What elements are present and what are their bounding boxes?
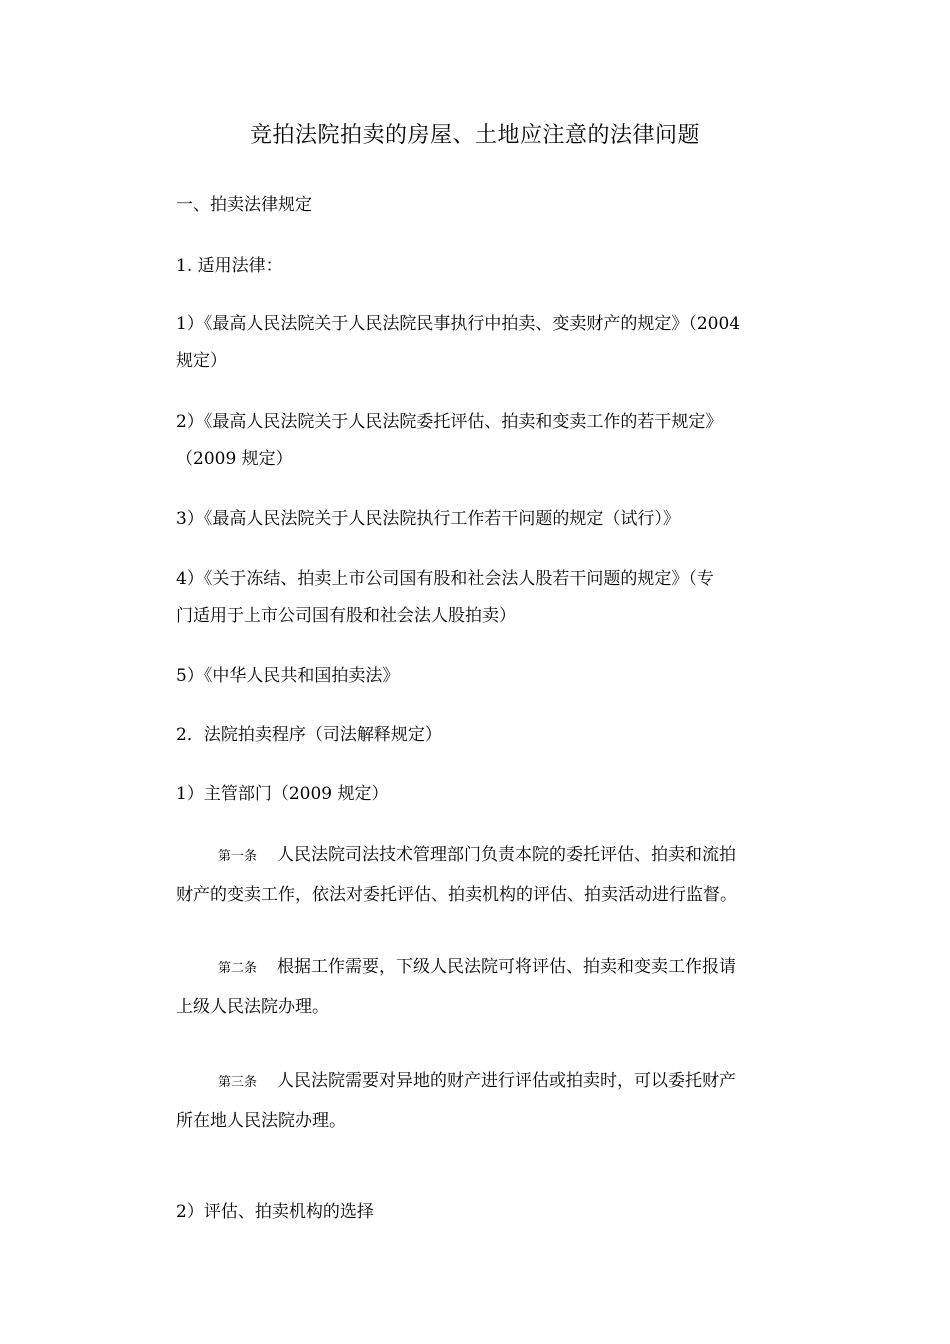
article-text: 人民法院需要对异地的财产进行评估或拍卖时，可以委托财产 [277,1071,737,1091]
sub-heading: 2）评估、拍卖机构的选择 [176,1202,374,1222]
law-item-1-line-1: 1）《最高人民法院关于人民法院民事执行中拍卖、变卖财产的规定》（2004 [176,314,741,334]
law-item-2-line-1: 2）《最高人民法院关于人民法院委托评估、拍卖和变卖工作的若干规定》 [176,412,723,432]
item-heading: 1. 适用法律： [176,256,283,276]
law-item-5: 5）《中华人民共和国拍卖法》 [176,666,400,686]
article-3 [176,1062,812,1140]
article-label: 第一条 [218,849,258,864]
item-heading: 2．法院拍卖程序（司法解释规定） [176,725,442,745]
law-item-1-line-2: 规定） [176,351,227,371]
section-heading: 一、拍卖法律规定 [176,195,312,215]
article-label: 第二条 [218,961,258,976]
document-title: 竞拍法院拍卖的房屋、土地应注意的法律问题 [249,123,700,148]
article-label: 第三条 [218,1075,258,1090]
law-item-3: 3）《最高人民法院关于人民法院执行工作若干问题的规定（试行）》 [176,509,680,529]
article-text: 根据工作需要，下级人民法院可将评估、拍卖和变卖工作报请 [277,957,737,977]
article-text: 上级人民法院办理。 [176,997,329,1017]
sub-heading: 1）主管部门（2009 规定） [176,784,389,804]
article-text: 人民法院司法技术管理部门负责本院的委托评估、拍卖和流拍 [277,845,737,865]
article-text: 所在地人民法院办理。 [176,1111,346,1131]
article-1 [176,836,812,914]
article-2 [176,948,812,1026]
law-item-4-line-2: 门适用于上市公司国有股和社会法人股拍卖） [176,606,516,626]
article-text: 财产的变卖工作，依法对委托评估、拍卖机构的评估、拍卖活动进行监督。 [176,885,737,905]
law-item-2-line-2: （2009 规定） [176,449,293,469]
law-item-4-line-1: 4）《关于冻结、拍卖上市公司国有股和社会法人股若干问题的规定》（专 [176,569,714,589]
